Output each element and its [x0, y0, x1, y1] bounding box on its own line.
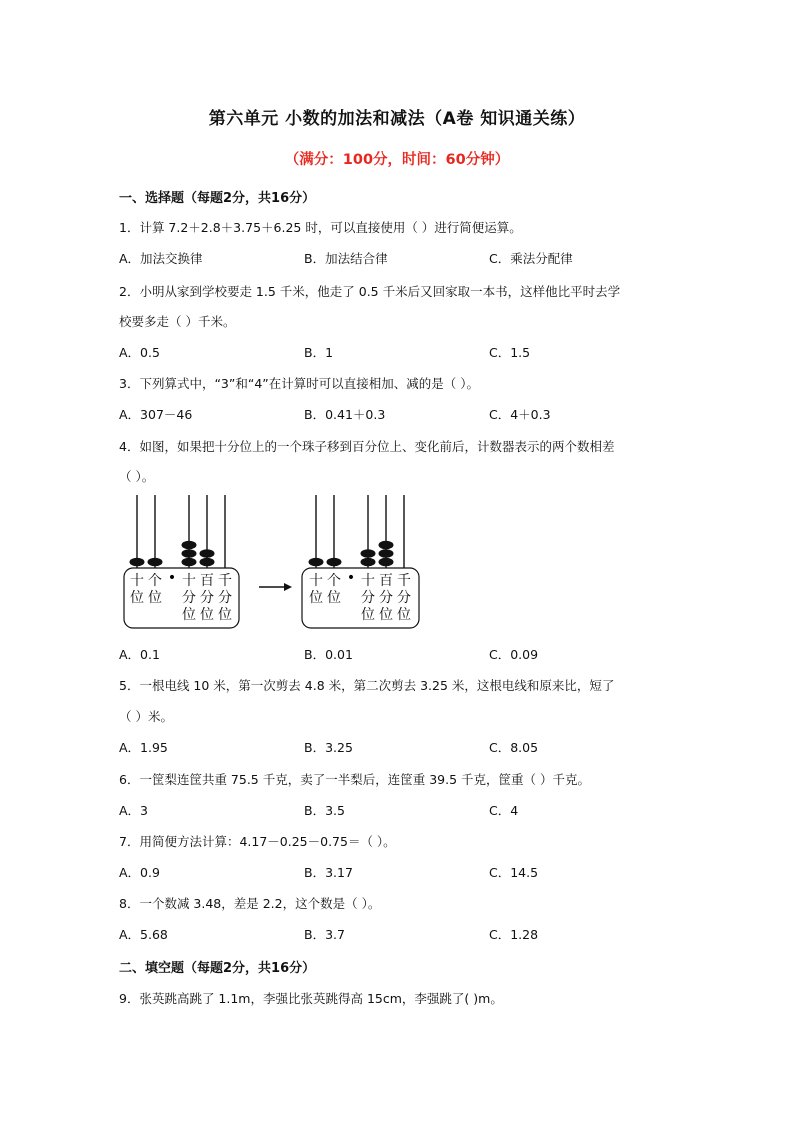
- place-label-char: 分: [379, 590, 393, 606]
- place-label-char: 千: [218, 573, 232, 589]
- place-label-char: 分: [182, 590, 196, 606]
- decimal-point-before: •: [167, 570, 177, 586]
- question-7-option-c[interactable]: C．14.5: [489, 865, 539, 880]
- abacus-bead: [379, 541, 394, 550]
- place-label-char: 位: [182, 607, 196, 623]
- question-3-option-b[interactable]: B．0.41＋0.3: [304, 407, 386, 422]
- arrow-icon: [259, 583, 292, 591]
- abacus-before: [124, 495, 239, 628]
- page-title: 第六单元 小数的加法和减法（A卷 知识通关练）: [208, 109, 586, 129]
- abacus-bead: [361, 558, 376, 567]
- place-label-char: 个: [327, 573, 341, 589]
- place-label-char: 分: [218, 590, 232, 606]
- abacus-bead: [327, 558, 342, 567]
- question-7-stem: 7．用简便方法计算：4.17－0.25－0.75＝（ ）。: [119, 834, 396, 849]
- place-label-char: 位: [379, 607, 393, 623]
- question-8-option-c[interactable]: C．1.28: [489, 927, 539, 942]
- place-label-char: 位: [148, 590, 162, 606]
- question-5-stem-line-2: （ ）米。: [119, 709, 173, 724]
- place-label-char: 位: [361, 607, 375, 623]
- place-label-char: 位: [309, 590, 323, 606]
- abacus-bead: [182, 558, 197, 567]
- place-label-char: 十: [361, 573, 375, 589]
- place-label-char: 位: [218, 607, 232, 623]
- place-label-char: 分: [361, 590, 375, 606]
- place-label-char: 十: [130, 573, 144, 589]
- question-8-option-b[interactable]: B．3.7: [304, 927, 345, 942]
- abacus-bead: [200, 558, 215, 567]
- section-heading-choice: 一、选择题（每题2分，共16分）: [119, 191, 316, 206]
- question-6-option-b[interactable]: B．3.5: [304, 803, 345, 818]
- abacus-bead: [379, 549, 394, 558]
- question-8-stem: 8．一个数减 3.48，差是 2.2，这个数是（ ）。: [119, 896, 381, 911]
- question-9-stem: 9．张英跳高跳了 1.1m，李强比张英跳得高 15cm，李强跳了( )m。: [119, 991, 503, 1006]
- question-5-stem-line-1: 5．一根电线 10 米，第一次剪去 4.8 米，第二次剪去 3.25 米，这根电线和原来比，短了: [119, 678, 615, 693]
- question-1-option-c[interactable]: C．乘法分配律: [489, 251, 573, 266]
- place-label-char: 位: [397, 607, 411, 623]
- question-4-option-b[interactable]: B．0.01: [304, 647, 353, 662]
- question-4-stem-line-2: （ ）。: [119, 469, 155, 484]
- question-2-option-b[interactable]: B．1: [304, 345, 334, 360]
- place-label-char: 位: [327, 590, 341, 606]
- place-label-char: 分: [397, 590, 411, 606]
- abacus-bead: [379, 558, 394, 567]
- place-label-char: 位: [130, 590, 144, 606]
- place-label-char: 十: [309, 573, 323, 589]
- question-1-stem: 1．计算 7.2＋2.8＋3.75＋6.25 时，可以直接使用（ ）进行简便运算。: [119, 220, 522, 235]
- question-4-option-a[interactable]: A．0.1: [119, 647, 160, 662]
- abacus-bead: [148, 558, 163, 567]
- abacus-bead: [182, 549, 197, 558]
- page-subtitle: （满分：100分，时间：60分钟）: [284, 152, 510, 168]
- question-1-option-a[interactable]: A．加法交换律: [119, 251, 203, 266]
- abacus-bead: [182, 541, 197, 550]
- place-label-char: 十: [182, 573, 196, 589]
- abacus-figure: [118, 490, 428, 632]
- question-6-stem: 6．一筐梨连筐共重 75.5 千克，卖了一半梨后，连筐重 39.5 千克，筐重（ ）千克。: [119, 772, 590, 787]
- question-2-option-c[interactable]: C．1.5: [489, 345, 531, 360]
- abacus-bead: [200, 549, 215, 558]
- abacus-bead: [309, 558, 324, 567]
- question-2-option-a[interactable]: A．0.5: [119, 345, 160, 360]
- place-label-char: 百: [200, 573, 214, 589]
- question-3-option-a[interactable]: A．307－46: [119, 407, 193, 422]
- question-5-option-c[interactable]: C．8.05: [489, 740, 539, 755]
- beads-before: [130, 541, 215, 567]
- place-label-char: 百: [379, 573, 393, 589]
- decimal-point-after: •: [346, 570, 356, 586]
- abacus-bead: [361, 549, 376, 558]
- question-7-option-b[interactable]: B．3.17: [304, 865, 353, 880]
- question-5-option-a[interactable]: A．1.95: [119, 740, 168, 755]
- place-label-char: 位: [200, 607, 214, 623]
- place-label-char: 分: [200, 590, 214, 606]
- question-2-stem-line-2: 校要多走（ ）千米。: [119, 314, 236, 329]
- question-8-option-a[interactable]: A．5.68: [119, 927, 168, 942]
- place-label-char: 个: [148, 573, 162, 589]
- question-6-option-a[interactable]: A．3: [119, 803, 149, 818]
- question-2-stem-line-1: 2．小明从家到学校要走 1.5 千米，他走了 0.5 千米后又回家取一本书，这样他比平时去学: [119, 284, 621, 299]
- abacus-bead: [130, 558, 145, 567]
- question-3-stem: 3．下列算式中，“3”和“4”在计算时可以直接相加、减的是（ ）。: [119, 376, 479, 391]
- question-3-option-c[interactable]: C．4＋0.3: [489, 407, 551, 422]
- question-1-option-b[interactable]: B．加法结合律: [304, 251, 388, 266]
- section-heading-fill: 二、填空题（每题2分，共16分）: [119, 961, 316, 976]
- question-6-option-c[interactable]: C．4: [489, 803, 519, 818]
- question-7-option-a[interactable]: A．0.9: [119, 865, 160, 880]
- question-5-option-b[interactable]: B．3.25: [304, 740, 353, 755]
- beads-after: [309, 541, 394, 567]
- abacus-after: [302, 495, 419, 628]
- place-label-char: 千: [397, 573, 411, 589]
- question-4-stem-line-1: 4．如图，如果把十分位上的一个珠子移到百分位上、变化前后，计数器表示的两个数相差: [119, 439, 615, 454]
- question-4-option-c[interactable]: C．0.09: [489, 647, 539, 662]
